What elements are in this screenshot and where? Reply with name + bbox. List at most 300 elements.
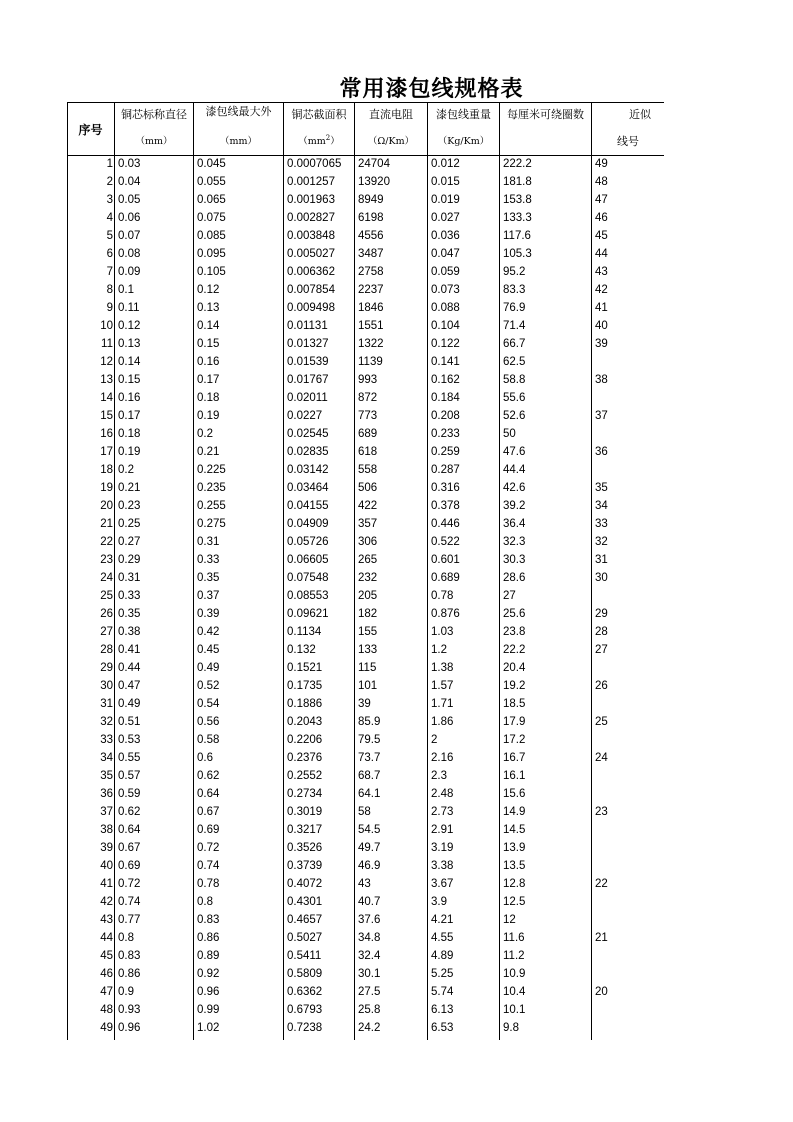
area-cell: 0.002827 [287,212,335,224]
outer-diameter-cell: 0.62 [197,770,220,782]
table-row [67,282,664,300]
row-index: 37 [100,806,113,818]
table-row [67,372,664,390]
outer-diameter-cell: 0.86 [197,932,220,944]
resistance-cell: 8949 [358,194,384,206]
row-index: 30 [100,680,113,692]
resistance-cell: 265 [358,554,378,566]
resistance-cell: 24.2 [358,1022,381,1034]
area-cell: 0.08553 [287,590,329,602]
weight-cell: 4.55 [431,932,454,944]
weight-cell: 1.86 [431,716,454,728]
outer-diameter-cell: 0.83 [197,914,220,926]
table-row [67,966,664,984]
resistance-cell: 49.7 [358,842,381,854]
turns-cell: 42.6 [503,482,526,494]
weight-cell: 1.38 [431,662,454,674]
outer-diameter-cell: 0.18 [197,392,220,404]
gauge-cell: 47 [595,194,608,206]
area-cell: 0.06605 [287,554,329,566]
unit-diameter: （mm） [135,136,173,147]
area-cell: 0.007854 [287,284,335,296]
resistance-cell: 40.7 [358,896,381,908]
row-index: 8 [106,284,113,296]
table-row [67,678,664,696]
diameter-cell: 0.12 [118,320,141,332]
area-cell: 0.07548 [287,572,329,584]
table-row [67,336,664,354]
unit-resistance: （Ω/Km） [367,136,415,147]
resistance-cell: 232 [358,572,378,584]
row-index: 36 [100,788,113,800]
gauge-cell: 31 [595,554,608,566]
table-row [67,552,664,570]
area-cell: 0.2376 [287,752,323,764]
turns-cell: 62.5 [503,356,526,368]
gauge-cell: 32 [595,536,608,548]
weight-cell: 2.48 [431,788,454,800]
turns-cell: 76.9 [503,302,526,314]
gauge-cell: 26 [595,680,608,692]
table-row [67,534,664,552]
area-cell: 0.0227 [287,410,323,422]
outer-diameter-cell: 0.275 [197,518,226,530]
area-cell: 0.01767 [287,374,329,386]
resistance-cell: 43 [358,878,371,890]
weight-cell: 3.19 [431,842,454,854]
header-turns: 每厘米可绕圈数 [507,108,584,121]
turns-cell: 36.4 [503,518,526,530]
weight-cell: 0.019 [431,194,460,206]
turns-cell: 16.1 [503,770,526,782]
table-row [67,912,664,930]
outer-diameter-cell: 0.13 [197,302,220,314]
row-index: 4 [106,212,113,224]
resistance-cell: 182 [358,608,378,620]
turns-cell: 25.6 [503,608,526,620]
turns-cell: 95.2 [503,266,526,278]
weight-cell: 0.184 [431,392,460,404]
turns-cell: 47.6 [503,446,526,458]
area-cell: 0.2206 [287,734,323,746]
header-weight: 漆包线重量 [436,108,491,121]
row-index: 18 [100,464,113,476]
turns-cell: 32.3 [503,536,526,548]
resistance-cell: 2237 [358,284,384,296]
weight-cell: 0.876 [431,608,460,620]
diameter-cell: 0.38 [118,626,141,638]
table-row [67,210,664,228]
gauge-cell: 41 [595,302,608,314]
diameter-cell: 0.93 [118,1004,141,1016]
resistance-cell: 422 [358,500,378,512]
diameter-cell: 0.69 [118,860,141,872]
weight-cell: 0.073 [431,284,460,296]
diameter-cell: 0.14 [118,356,141,368]
outer-diameter-cell: 0.15 [197,338,220,350]
weight-cell: 0.104 [431,320,460,332]
turns-cell: 11.2 [503,950,525,962]
header-diameter: 铜芯标称直径 [121,108,187,121]
area-cell: 0.1134 [287,626,322,638]
unit-outer: （mm） [219,136,258,147]
weight-cell: 0.141 [431,356,460,368]
weight-cell: 0.162 [431,374,460,386]
row-index: 10 [100,320,113,332]
table-row [67,480,664,498]
table-row [67,498,664,516]
diameter-cell: 0.59 [118,788,141,800]
weight-cell: 4.89 [431,950,454,962]
outer-diameter-cell: 0.075 [197,212,226,224]
row-index: 22 [100,536,113,548]
area-cell: 0.001257 [287,176,335,188]
outer-diameter-cell: 0.42 [197,626,220,638]
resistance-cell: 39 [358,698,371,710]
outer-diameter-cell: 0.37 [197,590,220,602]
table-row [67,588,664,606]
resistance-cell: 506 [358,482,378,494]
resistance-cell: 32.4 [358,950,381,962]
area-cell: 0.009498 [287,302,335,314]
gauge-cell: 22 [595,878,608,890]
area-cell: 0.4301 [287,896,323,908]
outer-diameter-cell: 0.45 [197,644,220,656]
outer-diameter-cell: 0.12 [197,284,220,296]
weight-cell: 6.53 [431,1022,454,1034]
resistance-cell: 4556 [358,230,384,242]
unit-weight: （Kg/Km） [437,136,490,147]
area-cell: 0.3526 [287,842,323,854]
outer-diameter-cell: 0.31 [197,536,220,548]
outer-diameter-cell: 0.56 [197,716,220,728]
diameter-cell: 0.53 [118,734,141,746]
resistance-cell: 1322 [358,338,384,350]
row-index: 43 [100,914,113,926]
row-index: 33 [100,734,113,746]
turns-cell: 105.3 [503,248,532,260]
area-cell: 0.4657 [287,914,323,926]
diameter-cell: 0.74 [118,896,141,908]
outer-diameter-cell: 0.35 [197,572,220,584]
outer-diameter-cell: 0.065 [197,194,226,206]
area-cell: 0.6793 [287,1004,323,1016]
row-index: 38 [100,824,113,836]
row-index: 24 [100,572,113,584]
gauge-cell: 23 [595,806,608,818]
gauge-cell: 25 [595,716,608,728]
area-cell: 0.6362 [287,986,323,998]
weight-cell: 0.287 [431,464,460,476]
turns-cell: 50 [503,428,516,440]
resistance-cell: 27.5 [358,986,381,998]
turns-cell: 30.3 [503,554,526,566]
turns-cell: 10.1 [503,1004,526,1016]
row-index: 3 [106,194,113,206]
weight-cell: 0.446 [431,518,460,530]
row-index: 5 [106,230,113,242]
turns-cell: 12 [503,914,516,926]
turns-cell: 13.5 [503,860,526,872]
table-row [67,228,664,246]
header-index: 序号 [78,123,103,137]
table-row [67,840,664,858]
outer-diameter-cell: 0.64 [197,788,220,800]
table-row [67,786,664,804]
diameter-cell: 0.62 [118,806,141,818]
outer-diameter-cell: 0.16 [197,356,220,368]
row-index: 14 [100,392,113,404]
resistance-cell: 37.6 [358,914,381,926]
unit-area-close: ） [330,136,340,147]
outer-diameter-cell: 0.255 [197,500,226,512]
table-row [67,858,664,876]
weight-cell: 3.67 [431,878,454,890]
weight-cell: 1.2 [431,644,447,656]
resistance-cell: 773 [358,410,378,422]
diameter-cell: 0.23 [118,500,141,512]
resistance-cell: 73.7 [358,752,381,764]
weight-cell: 0.027 [431,212,460,224]
table-row [67,516,664,534]
turns-cell: 19.2 [503,680,526,692]
outer-diameter-cell: 0.89 [197,950,220,962]
gauge-cell: 21 [595,932,608,944]
outer-diameter-cell: 0.92 [197,968,220,980]
turns-cell: 52.6 [503,410,526,422]
area-cell: 0.05726 [287,536,329,548]
turns-cell: 17.9 [503,716,526,728]
weight-cell: 0.78 [431,590,454,602]
row-index: 11 [101,338,113,350]
row-index: 16 [100,428,113,440]
diameter-cell: 0.25 [118,518,141,530]
weight-cell: 0.122 [431,338,460,350]
outer-diameter-cell: 0.17 [197,374,220,386]
diameter-cell: 0.17 [118,410,141,422]
table-row [67,642,664,660]
row-index: 49 [100,1022,113,1034]
area-cell: 0.03464 [287,482,329,494]
row-index: 45 [100,950,113,962]
table-row [67,408,664,426]
gauge-cell: 28 [595,626,608,638]
area-cell: 0.132 [287,644,316,656]
weight-cell: 5.25 [431,968,454,980]
table-row [67,174,664,192]
row-index: 31 [100,698,113,710]
turns-cell: 66.7 [503,338,526,350]
row-index: 34 [100,752,113,764]
outer-diameter-cell: 0.235 [197,482,226,494]
weight-cell: 0.601 [431,554,460,566]
gauge-cell: 38 [595,374,608,386]
turns-cell: 23.8 [503,626,526,638]
turns-cell: 10.4 [503,986,526,998]
diameter-cell: 0.08 [118,248,141,260]
table-row [67,354,664,372]
row-index: 27 [100,626,113,638]
diameter-cell: 0.55 [118,752,141,764]
table-row [67,732,664,750]
diameter-cell: 0.13 [118,338,141,350]
area-cell: 0.2043 [287,716,323,728]
outer-diameter-cell: 0.72 [197,842,220,854]
weight-cell: 5.74 [431,986,454,998]
table-row [67,444,664,462]
turns-cell: 17.2 [503,734,526,746]
table-row [67,318,664,336]
resistance-cell: 64.1 [358,788,381,800]
row-index: 26 [100,608,113,620]
outer-diameter-cell: 0.055 [197,176,226,188]
area-cell: 0.5411 [287,950,322,962]
area-cell: 0.005027 [287,248,335,260]
weight-cell: 0.047 [431,248,460,260]
row-index: 19 [100,482,113,494]
weight-cell: 1.57 [431,680,454,692]
table-row [67,300,664,318]
weight-cell: 2.3 [431,770,447,782]
outer-diameter-cell: 0.74 [197,860,220,872]
diameter-cell: 0.05 [118,194,141,206]
diameter-cell: 0.44 [118,662,141,674]
area-cell: 0.04155 [287,500,329,512]
table-row [67,606,664,624]
turns-cell: 153.8 [503,194,532,206]
weight-cell: 0.208 [431,410,460,422]
outer-diameter-cell: 0.96 [197,986,220,998]
outer-diameter-cell: 0.085 [197,230,226,242]
resistance-cell: 46.9 [358,860,381,872]
weight-cell: 6.13 [431,1004,454,1016]
turns-cell: 14.9 [503,806,526,818]
weight-cell: 3.38 [431,860,454,872]
area-cell: 0.006362 [287,266,335,278]
gauge-cell: 48 [595,176,608,188]
area-cell: 0.5027 [287,932,323,944]
header-gauge-partial: 近似 [629,108,651,121]
row-index: 42 [100,896,113,908]
outer-diameter-cell: 0.045 [197,158,226,170]
resistance-cell: 68.7 [358,770,381,782]
weight-cell: 2.16 [431,752,454,764]
gauge-cell: 29 [595,608,608,620]
grid-line [67,102,664,103]
turns-cell: 11.6 [503,932,525,944]
diameter-cell: 0.57 [118,770,141,782]
turns-cell: 133.3 [503,212,532,224]
weight-cell: 3.9 [431,896,447,908]
resistance-cell: 58 [358,806,371,818]
table-row [67,156,664,174]
page-title: 常用漆包线规格表 [339,77,524,102]
diameter-cell: 0.18 [118,428,141,440]
weight-cell: 2.73 [431,806,454,818]
gauge-cell: 34 [595,500,608,512]
row-index: 23 [100,554,113,566]
header-gauge: 线号 [617,135,639,148]
resistance-cell: 618 [358,446,378,458]
table-row [67,696,664,714]
header-resistance: 直流电阻 [369,108,413,121]
table-row [67,624,664,642]
row-index: 21 [100,518,113,530]
weight-cell: 0.036 [431,230,460,242]
area-cell: 0.01539 [287,356,329,368]
weight-cell: 4.21 [431,914,454,926]
outer-diameter-cell: 0.54 [197,698,220,710]
row-index: 20 [100,500,113,512]
diameter-cell: 0.27 [118,536,141,548]
diameter-cell: 0.96 [118,1022,141,1034]
weight-cell: 0.259 [431,446,460,458]
resistance-cell: 54.5 [358,824,381,836]
diameter-cell: 0.41 [118,644,141,656]
gauge-cell: 39 [595,338,608,350]
table-row [67,930,664,948]
row-index: 32 [100,716,113,728]
table-row [67,768,664,786]
unit-area-sup: 2 [325,133,331,142]
resistance-cell: 85.9 [358,716,381,728]
gauge-cell: 33 [595,518,608,530]
diameter-cell: 0.19 [118,446,141,458]
diameter-cell: 0.16 [118,392,141,404]
diameter-cell: 0.15 [118,374,141,386]
row-index: 28 [100,644,113,656]
row-index: 47 [100,986,113,998]
row-index: 39 [100,842,113,854]
table-row [67,264,664,282]
weight-cell: 0.059 [431,266,460,278]
resistance-cell: 993 [358,374,378,386]
gauge-cell: 36 [595,446,608,458]
diameter-cell: 0.86 [118,968,141,980]
resistance-cell: 13920 [358,176,390,188]
table-row [67,804,664,822]
row-index: 6 [106,248,113,260]
area-cell: 0.2552 [287,770,323,782]
outer-diameter-cell: 0.58 [197,734,220,746]
diameter-cell: 0.49 [118,698,141,710]
row-index: 25 [100,590,113,602]
table-row [67,714,664,732]
row-index: 35 [100,770,113,782]
row-index: 48 [100,1004,113,1016]
area-cell: 0.0007065 [287,158,342,170]
turns-cell: 16.7 [503,752,526,764]
weight-cell: 0.088 [431,302,460,314]
outer-diameter-cell: 0.78 [197,878,220,890]
table-row [67,1002,664,1020]
area-cell: 0.1735 [287,680,323,692]
turns-cell: 9.8 [503,1022,519,1034]
gauge-cell: 46 [595,212,608,224]
diameter-cell: 0.21 [118,482,141,494]
area-cell: 0.4072 [287,878,323,890]
resistance-cell: 24704 [358,158,390,170]
turns-cell: 28.6 [503,572,526,584]
table-row [67,876,664,894]
header-area: 铜芯截面积 [291,108,347,121]
outer-diameter-cell: 0.21 [197,446,220,458]
gauge-cell: 40 [595,320,608,332]
row-index: 13 [100,374,113,386]
diameter-cell: 0.8 [118,932,134,944]
gauge-cell: 49 [595,158,608,170]
turns-cell: 15.6 [503,788,526,800]
